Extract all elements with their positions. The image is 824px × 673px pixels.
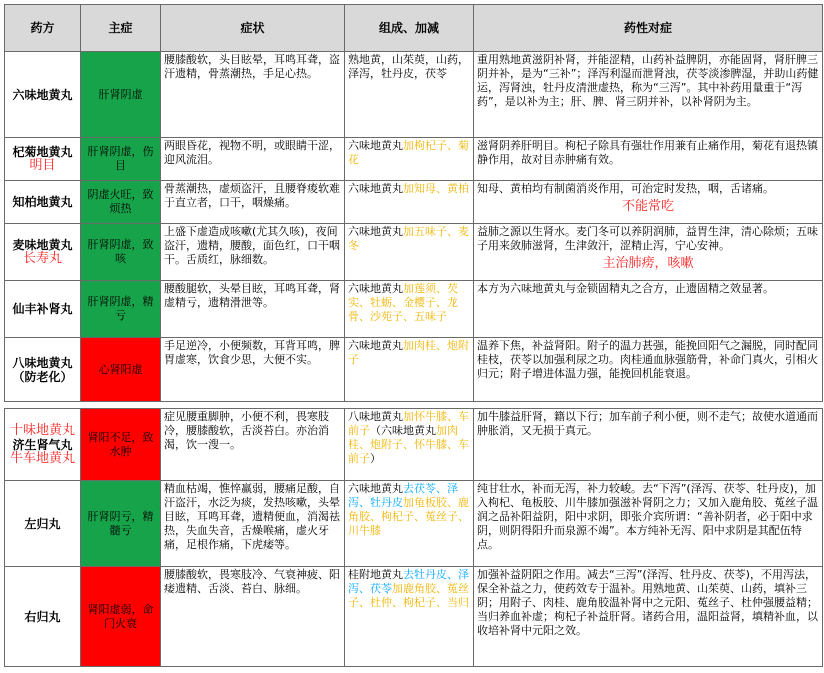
prescription-name: 六味地黄丸 <box>5 52 81 138</box>
table-row <box>5 281 823 338</box>
symptoms-cell: 腰酸腿软，头晕目眩，耳鸣耳聋，肾虚精亏，遗精滑泄等。 <box>161 281 345 338</box>
composition-base: 桂附地黄丸 <box>348 568 403 581</box>
composition-base: 六味地黄丸 <box>348 482 403 495</box>
composition-add: 加怀牛膝、车前子 <box>348 410 469 437</box>
header-composition: 组成、加减 <box>345 5 474 52</box>
prescription-name: 麦味地黄丸 <box>12 238 73 252</box>
symptoms-cell: 精血枯竭，憔悴羸弱，腰痛足酸，自汗盗汗，水泛为痰，发热咳嗽，头晕目眩，耳鸣耳聋，遗精便血，消渴祛热，失血失音，舌燥喉痛，虚火牙痛，足根作痛，下虎痿等。 <box>161 481 345 567</box>
handwritten-note: 长寿丸 <box>22 251 62 266</box>
indication-cell: 肝肾阴虚，致咳 <box>81 224 161 281</box>
prescription-name: 左归丸 <box>5 481 81 567</box>
composition-base: 八味地黄丸 <box>348 410 403 423</box>
table-row <box>5 481 823 567</box>
composition-cell <box>345 281 474 338</box>
table-row <box>5 52 823 138</box>
prescription-table <box>4 4 823 667</box>
table-header-row <box>5 5 823 52</box>
handwritten-note: 十味地黄丸 <box>9 422 75 438</box>
action-cell <box>474 224 823 281</box>
composition-remove: 去茯苓、泽泻、牡丹皮 <box>348 482 458 509</box>
table-row <box>5 567 823 667</box>
table-row <box>5 409 823 481</box>
prescription-name: 右归丸 <box>5 567 81 667</box>
action-cell: 重用熟地黄滋阴补肾，并能涩精，山药补益脾阴，亦能固肾，肾肝脾三阴并补，是为“三补”；泽泻利湿而泄肾浊，茯苓淡渗脾湿，并助山药健运，泻肾浊，牡丹皮清泄虚热，称为“三泻”。其中补药用量重于“泻药”，是以补为主；肝、脾、肾三阴并补，以补肾阴为主。 <box>474 52 823 138</box>
prescription-name: 杞菊地黄丸 <box>12 145 73 159</box>
indication-cell: 肾阳不足，致水肿 <box>81 409 161 481</box>
symptoms-cell: 腰膝酸软，畏寒肢冷、气衰神疲、阳痿遗精、舌淡、苔白、脉细。 <box>161 567 345 667</box>
table-row <box>5 181 823 224</box>
indication-cell: 肝肾阴虚，精亏 <box>81 281 161 338</box>
composition-paren-open: （六味地黄丸 <box>370 424 436 437</box>
symptoms-cell: 骨蒸潮热，虚烦盗汗，且腰脊痠软难于直立者，口干，咽燥痛。 <box>161 181 345 224</box>
composition-base: 六味地黄丸 <box>348 139 403 152</box>
prescription-name: 八味地黄丸（防老化） <box>5 338 81 402</box>
composition-base: 六味地黄丸 <box>348 339 403 352</box>
indication-cell: 心肾阳虚 <box>81 338 161 402</box>
composition-paren-close: ） <box>370 452 381 465</box>
handwritten-note: 明目 <box>29 158 56 173</box>
composition-cell <box>345 181 474 224</box>
indication-cell: 肝肾阴亏，精髓亏 <box>81 481 161 567</box>
composition-add: 加知母、黄柏 <box>403 182 469 195</box>
action-cell: 本方为六味地黄丸与金锁固精丸之合方，止遗固精之效显著。 <box>474 281 823 338</box>
action-cell: 加牛膝益肝肾，籍以下行；加车前子利小便，则不走气；故使水道通而肿胀消，又无损于真元。 <box>474 409 823 481</box>
symptoms-cell: 上盛下虚造成咳嗽(尤其久咳)，夜间盗汗，遗精，腰酸，面色红，口干咽干。舌质红，脉细数。 <box>161 224 345 281</box>
prescription-name-cell <box>5 138 81 181</box>
action-text: 知母、黄柏均有制菌消炎作用，可治定时发热，咽，舌诸痛。 <box>477 182 774 195</box>
header-symptoms: 症状 <box>161 5 345 52</box>
table-row <box>5 338 823 402</box>
symptoms-cell: 症见腰重脚肿，小便不利，畏寒肢冷，腰膝酸软，舌淡苔白。亦治消渴，饮一溲一。 <box>161 409 345 481</box>
composition-cell <box>345 567 474 667</box>
composition-add: 加肉桂、炮附子 <box>348 339 469 366</box>
action-cell: 滋肾阴养肝明目。枸杞子除具有强壮作用兼有止痛作用，菊花有退热镇静作用，故对目赤肿痛有效。 <box>474 138 823 181</box>
handwritten-note: 主治肺痨，咳嗽 <box>602 256 694 271</box>
prescription-name-cell <box>5 224 81 281</box>
composition-base: 六味地黄丸 <box>348 225 403 238</box>
composition-add: 加枸杞子、菊花 <box>348 139 469 166</box>
indication-cell: 肾阳虚弱，命门火衰 <box>81 567 161 667</box>
composition-base: 六味地黄丸 <box>348 282 403 295</box>
table-row <box>5 138 823 181</box>
action-cell <box>474 181 823 224</box>
indication-cell: 阴虚火旺，致烦热 <box>81 181 161 224</box>
composition-cell <box>345 138 474 181</box>
composition-add: 加五味子、麦冬 <box>348 225 469 252</box>
header-action: 药性对症 <box>474 5 823 52</box>
handwritten-note: 牛车地黄丸 <box>9 450 75 466</box>
action-cell: 温养下焦，补益肾阳。附子的温力甚强，能挽回阳气之漏脱，同时配同桂枝，茯苓以加强利尿之功。肉桂通血脉强筋骨，补命门真火，引相火归元；附子增进体温力强，能挽回机能衰退。 <box>474 338 823 402</box>
prescription-name: 济生肾气丸 <box>12 437 73 452</box>
prescription-name-cell <box>5 409 81 481</box>
indication-cell: 肝肾阴虚，伤目 <box>81 138 161 181</box>
symptoms-cell: 腰膝酸软，头目眩晕，耳鸣耳聋，盗汗遗精，骨蒸潮热，手足心热。 <box>161 52 345 138</box>
composition-cell <box>345 409 474 481</box>
composition-base: 六味地黄丸 <box>348 182 403 195</box>
table-row <box>5 224 823 281</box>
header-indication: 主症 <box>81 5 161 52</box>
composition-remove: 去牡丹皮、泽泻、茯苓 <box>348 568 469 595</box>
composition-add: 加莲须、芡实、牡蛎、金樱子、龙骨、沙苑子、五味子 <box>348 282 458 323</box>
composition-add: 加龟板胶、鹿角胶、枸杞子、菟丝子、川牛膝 <box>348 496 469 537</box>
symptoms-cell: 两眼昏花，视物不明，或眼睛干涩，迎风流泪。 <box>161 138 345 181</box>
table-gap-row <box>5 402 823 409</box>
action-text: 益肺之源以生肾水。麦门冬可以养阴润肺，益胃生津，清心除烦；五味子用来敛肺滋肾，生津敛汗，涩精止泻，宁心安神。 <box>477 225 818 252</box>
handwritten-note: 不能常吃 <box>621 199 674 214</box>
composition-paren-add: 加肉桂、炮附子、怀牛膝、车前子 <box>348 424 469 465</box>
prescription-name: 仙丰补肾丸 <box>5 281 81 338</box>
action-cell: 纯甘壮水，补而无泻，补力较峻。去“下泻”(泽泻、茯苓、牡丹皮)，加入枸杞、龟板胶、川牛膝加强滋补肾阴之力；又加入鹿角胶、菟丝子温润之品补阳益阴，阳中求阴，即张介宾所谓：“善补阴者，必于阳中求阴，则阴得阳升而泉源不竭”。本方纯补无泻、阳中求阴是其配伍特点。 <box>474 481 823 567</box>
symptoms-cell: 手足逆冷，小便频数，耳背耳鸣，脾胃虚寒，饮食少思，大便不实。 <box>161 338 345 402</box>
composition-cell <box>345 338 474 402</box>
composition-cell <box>345 481 474 567</box>
composition-cell <box>345 224 474 281</box>
composition-cell: 熟地黄，山茱萸，山药，泽泻，牡丹皮，茯苓 <box>345 52 474 138</box>
composition-add: 加鹿角胶、菟丝子、杜仲、枸杞子、当归 <box>348 582 469 609</box>
prescription-name: 知柏地黄丸 <box>5 181 81 224</box>
header-prescription: 药方 <box>5 5 81 52</box>
action-cell: 加强补益阴阳之作用。减去“三泻”(泽泻、牡丹皮、茯苓)，不用泻法，保全补益之力，使药效专于温补。用熟地黄、山茱萸、山药，填补三阴；用附子、肉桂、鹿角胶温补肾中之元阳、菟丝子、杜仲强腰益精；当归养血补虚；枸杞子补益肝肾。诸药合用，温阳益肾，填精补血，以收培补肾中元阳之效。 <box>474 567 823 667</box>
indication-cell: 肝肾阴虚 <box>81 52 161 138</box>
